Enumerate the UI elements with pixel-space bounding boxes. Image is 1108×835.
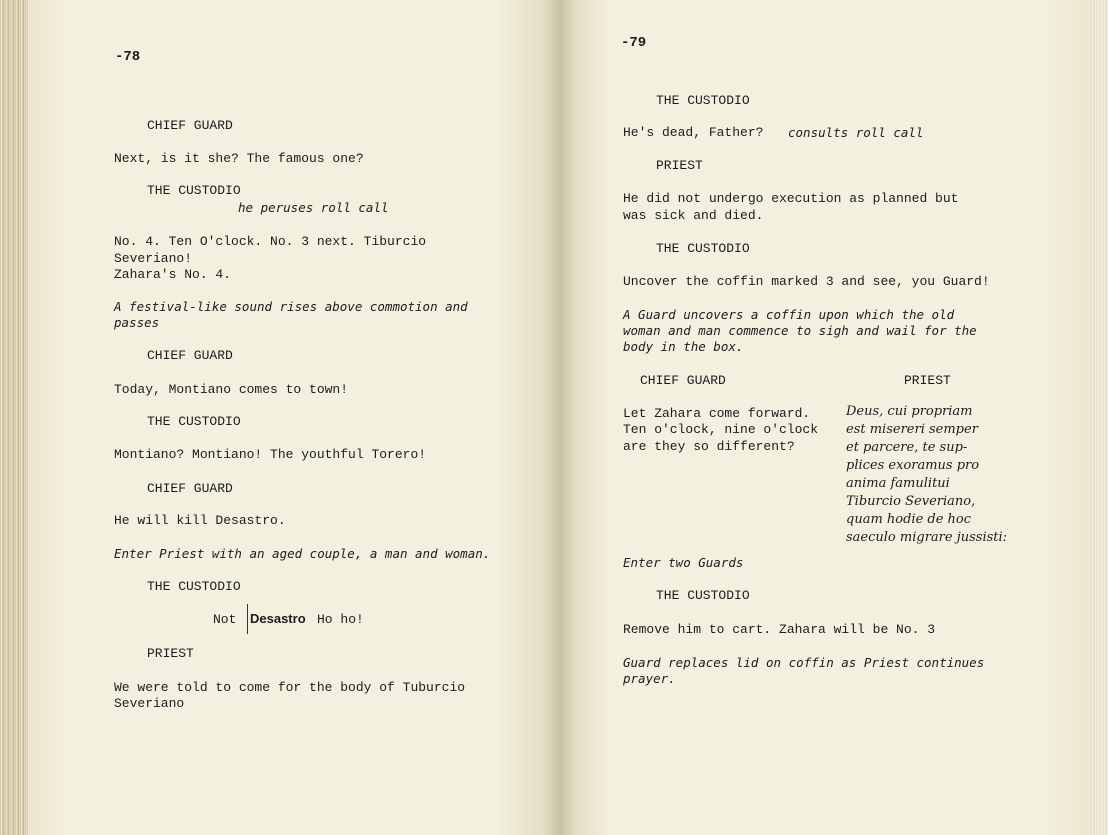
speaker-chief-guard: CHIEF GUARD bbox=[640, 373, 726, 388]
stage-direction: passes bbox=[114, 315, 160, 330]
latin-prayer-line: saeculo migrare jussisti: bbox=[846, 530, 1008, 545]
speaker-priest: PRIEST bbox=[904, 373, 951, 388]
page-number-left: -78 bbox=[115, 49, 141, 65]
speaker-chief-guard: CHIEF GUARD bbox=[147, 348, 233, 363]
dialogue-line: He will kill Desastro. bbox=[114, 513, 286, 528]
dialogue-line: was sick and died. bbox=[623, 208, 764, 223]
latin-prayer-line: Tiburcio Severiano, bbox=[846, 494, 976, 509]
inserted-word: Desastro bbox=[250, 611, 306, 626]
stage-direction: A festival-like sound rises above commotion and bbox=[114, 299, 468, 314]
dialogue-line: We were told to come for the body of Tuburcio bbox=[114, 680, 466, 695]
speaker-chief-guard: CHIEF GUARD bbox=[147, 118, 233, 133]
dialogue-line: Remove him to cart. Zahara will be No. 3 bbox=[623, 622, 936, 637]
text-cursor-mark bbox=[247, 604, 248, 634]
speaker-custodio: THE CUSTODIO bbox=[147, 579, 241, 594]
dialogue-line: Ten o'clock, nine o'clock bbox=[623, 422, 819, 437]
speaker-custodio: THE CUSTODIO bbox=[656, 588, 750, 603]
speaker-custodio: THE CUSTODIO bbox=[656, 93, 750, 108]
stage-direction: body in the box. bbox=[623, 339, 744, 354]
dialogue-line: Let Zahara come forward. bbox=[623, 406, 811, 421]
dialogue-line: He's dead, Father? bbox=[623, 125, 764, 140]
stage-direction: Guard replaces lid on coffin as Priest continues bbox=[623, 655, 985, 670]
stage-direction: A Guard uncovers a coffin upon which the old bbox=[623, 307, 955, 322]
right-page-edges bbox=[1088, 0, 1108, 835]
dialogue-line: He did not undergo execution as planned but bbox=[623, 191, 959, 206]
stage-direction: Enter two Guards bbox=[623, 555, 744, 570]
dialogue-line: Next, is it she? The famous one? bbox=[114, 151, 364, 166]
dialogue-line: Not bbox=[213, 612, 237, 627]
left-page bbox=[28, 0, 560, 835]
stage-direction: woman and man commence to sigh and wail for the bbox=[623, 323, 977, 338]
dialogue-line: Today, Montiano comes to town! bbox=[114, 382, 349, 397]
latin-prayer-line: anima famulitui bbox=[846, 476, 950, 491]
dialogue-line: Ho ho! bbox=[317, 612, 364, 627]
page-number-right: -79 bbox=[621, 35, 647, 51]
speaker-custodio: THE CUSTODIO bbox=[147, 183, 241, 198]
stage-direction: he peruses roll call bbox=[238, 200, 389, 215]
speaker-priest: PRIEST bbox=[656, 158, 703, 173]
latin-prayer-line: Deus, cui propriam bbox=[846, 404, 973, 419]
dialogue-line: Uncover the coffin marked 3 and see, you Guard! bbox=[623, 274, 990, 289]
latin-prayer-line: quam hodie de hoc bbox=[846, 512, 972, 527]
latin-prayer-line: est misereri semper bbox=[846, 422, 978, 437]
dialogue-line: Severiano! bbox=[114, 251, 193, 266]
dialogue-line: No. 4. Ten O'clock. No. 3 next. Tiburcio bbox=[114, 234, 427, 249]
speaker-chief-guard: CHIEF GUARD bbox=[147, 481, 233, 496]
stage-direction: prayer. bbox=[623, 671, 676, 686]
dialogue-line: are they so different? bbox=[623, 439, 795, 454]
speaker-priest: PRIEST bbox=[147, 646, 194, 661]
stage-direction: consults roll call bbox=[788, 125, 924, 140]
latin-prayer-line: plices exoramus pro bbox=[846, 458, 980, 473]
speaker-custodio: THE CUSTODIO bbox=[656, 241, 750, 256]
latin-prayer-line: et parcere, te sup- bbox=[846, 440, 968, 455]
speaker-custodio: THE CUSTODIO bbox=[147, 414, 241, 429]
stage-direction: Enter Priest with an aged couple, a man and woman. bbox=[114, 546, 491, 561]
dialogue-line: Zahara's No. 4. bbox=[114, 267, 232, 282]
dialogue-line: Montiano? Montiano! The youthful Torero! bbox=[114, 447, 427, 462]
dialogue-line: Severiano bbox=[114, 696, 185, 711]
